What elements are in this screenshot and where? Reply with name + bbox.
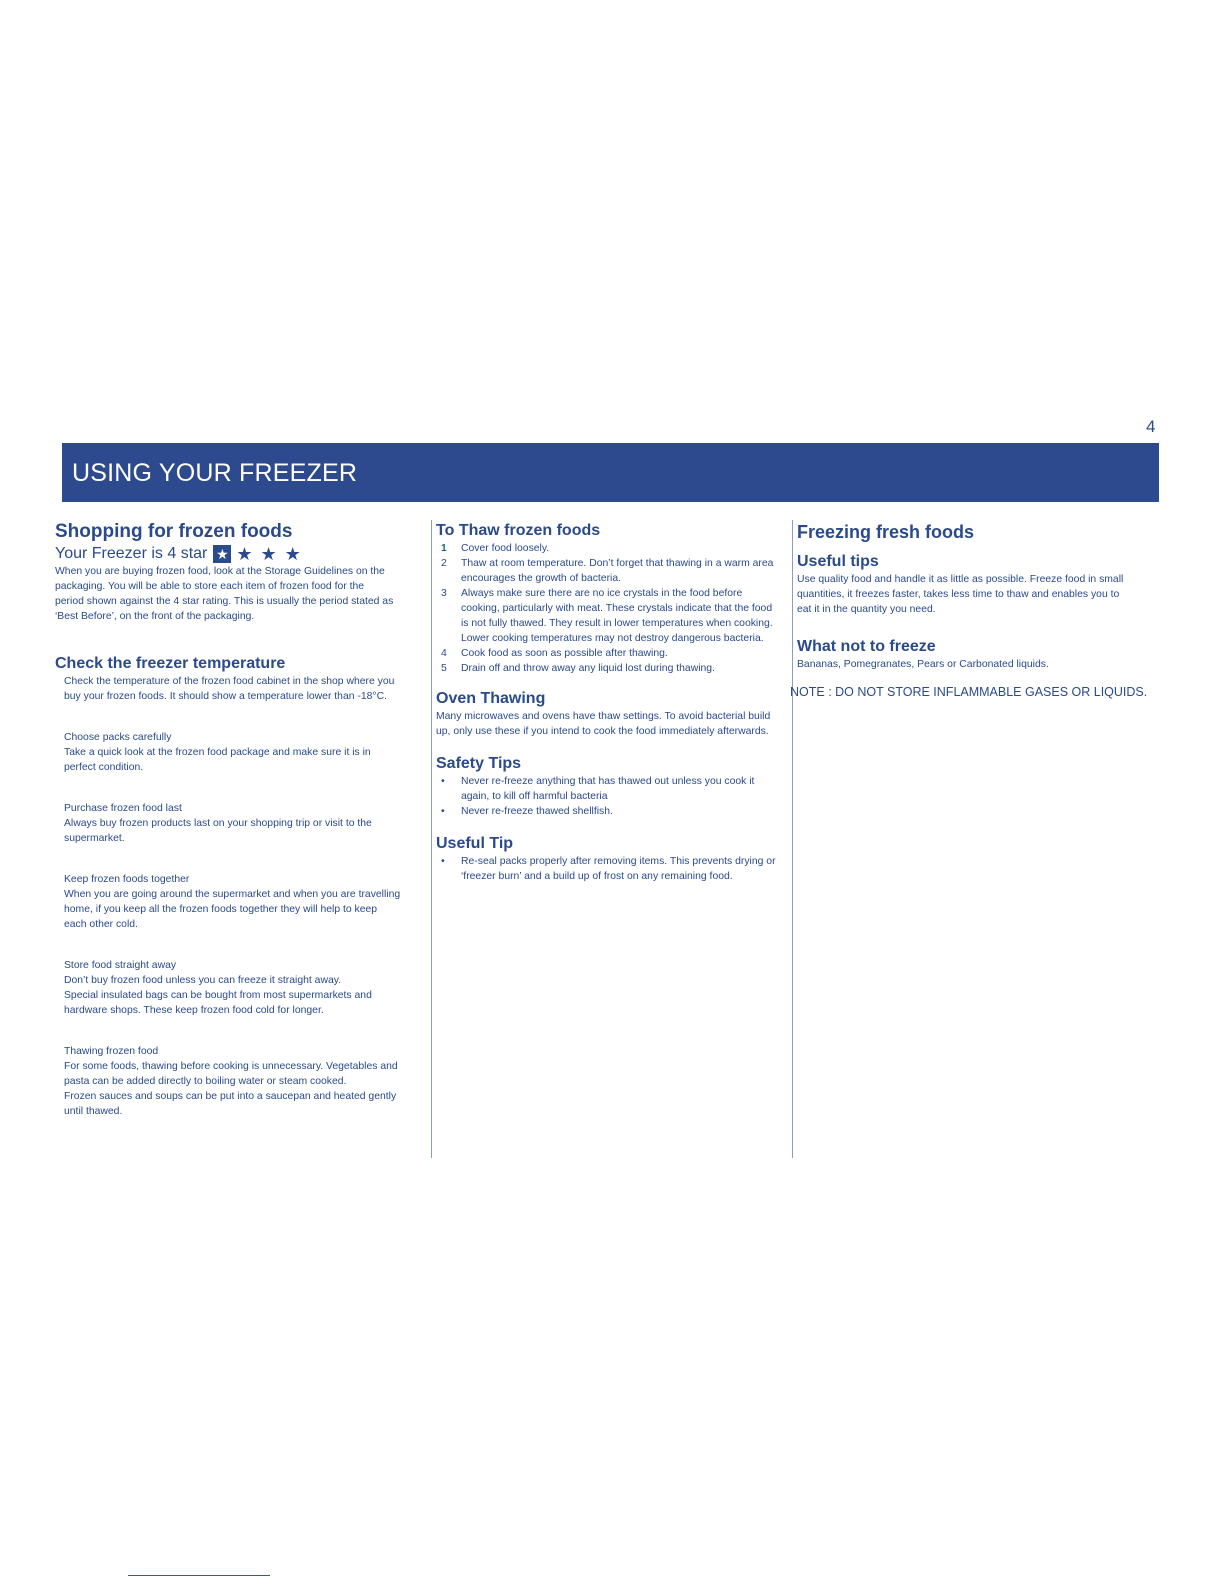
useful-tip-list xyxy=(436,854,788,884)
text-line: up, only use these if you intend to cook the food immediately afterwards. xyxy=(436,726,769,737)
list-item xyxy=(436,541,788,556)
list-item xyxy=(436,661,788,676)
text-line: each other cold. xyxy=(64,919,138,930)
list-item xyxy=(436,556,788,586)
freezing-fresh-heading: Freezing fresh foods xyxy=(797,522,975,542)
text-line: pasta can be added directly to boiling water or steam cooked. xyxy=(64,1076,347,1087)
tip-section xyxy=(55,730,427,775)
left-column xyxy=(55,520,427,1119)
text-line: buy your frozen foods. It should show a temperature lower than -18°C. xyxy=(64,691,387,702)
useful-tips-text xyxy=(797,572,1167,617)
text-line: Never re-freeze anything that has thawed out unless you cook it xyxy=(461,776,755,787)
footer-underline xyxy=(128,1575,270,1576)
tip-section xyxy=(55,1044,427,1119)
text-line: Use quality food and handle it as little as possible. Freeze food in small xyxy=(797,574,1124,585)
star-rating-row xyxy=(55,544,427,564)
oven-thawing-heading: Oven Thawing xyxy=(436,690,546,707)
text-line: When you are buying frozen food, look at the Storage Guidelines on the xyxy=(55,566,385,577)
list-item xyxy=(436,646,788,661)
text-line: until thawed. xyxy=(64,1106,123,1117)
list-item xyxy=(436,804,788,819)
text-line: encourages the growth of bacteria. xyxy=(461,573,621,584)
star-box-icon: ★ xyxy=(213,545,231,563)
text-line: ‘Best Before’, on the front of the packaging. xyxy=(55,611,255,622)
bullet-icon: • xyxy=(441,856,445,867)
text-line: period shown against the 4 star rating. This is usually the period stated as xyxy=(55,596,394,607)
safety-tips-heading: Safety Tips xyxy=(436,755,522,772)
text-line: packaging. You will be able to store each item of frozen food for the xyxy=(55,581,365,592)
text-line: For some foods, thawing before cooking is unnecessary. Vegetables and xyxy=(64,1061,398,1072)
text-line: Cover food loosely. xyxy=(461,543,550,554)
thaw-heading: To Thaw frozen foods xyxy=(436,522,601,539)
tip-section-title: Choose packs carefully xyxy=(64,732,172,743)
tip-section xyxy=(55,801,427,846)
list-item xyxy=(436,774,788,804)
shopping-intro xyxy=(55,564,427,624)
bullet-icon: • xyxy=(441,806,445,817)
text-line: quantities, it freezes faster, takes less time to thaw and enables you to xyxy=(797,589,1120,600)
middle-column xyxy=(436,520,788,884)
bullet-icon: • xyxy=(441,776,445,787)
useful-tip-heading: Useful Tip xyxy=(436,835,514,852)
text-line: Never re-freeze thawed shellfish. xyxy=(461,806,613,817)
tip-section-title: Purchase frozen food last xyxy=(64,803,182,814)
column-divider xyxy=(792,520,793,1158)
page-number: 4 xyxy=(1146,417,1156,436)
step-number: 2 xyxy=(441,558,447,569)
safety-tips-list xyxy=(436,774,788,819)
text-line: Check the temperature of the frozen food cabinet in the shop where you xyxy=(64,676,395,687)
text-line: Many microwaves and ovens have thaw settings. To avoid bacterial build xyxy=(436,711,771,722)
star-icon: ★ xyxy=(284,544,301,564)
text-line: Special insulated bags can be bought from most supermarkets and xyxy=(64,990,372,1001)
list-item xyxy=(436,854,788,884)
text-line: Take a quick look at the frozen food package and make sure it is in xyxy=(64,747,371,758)
oven-thawing-text xyxy=(436,709,788,739)
text-line: is not fully thawed. They result in lower temperatures when cooking. xyxy=(461,618,773,629)
text-line: When you are going around the supermarket and when you are travelling xyxy=(64,889,401,900)
text-line: eat it in the quantity you need. xyxy=(797,604,936,615)
tip-section xyxy=(55,958,427,1018)
section-banner xyxy=(62,443,1159,502)
text-line: perfect condition. xyxy=(64,762,144,773)
star-icon: ★ xyxy=(236,544,253,564)
text-line: cooking, particularly with meat. These crystals indicate that the food xyxy=(461,603,773,614)
text-line: again, to kill off harmful bacteria xyxy=(461,791,608,802)
star-icon: ★ xyxy=(260,544,277,564)
step-number: 1 xyxy=(441,543,447,554)
column-divider xyxy=(431,520,432,1158)
banner-title: USING YOUR FREEZER xyxy=(72,459,358,487)
check-temperature-text xyxy=(55,674,427,704)
list-item xyxy=(436,586,788,646)
thaw-steps xyxy=(436,541,788,676)
what-not-to-freeze-text: Bananas, Pomegranates, Pears or Carbonated liquids. xyxy=(797,659,1049,670)
tip-section xyxy=(55,872,427,932)
text-line: Thaw at room temperature. Don’t forget that thawing in a warm area xyxy=(461,558,774,569)
tip-section-title: Keep frozen foods together xyxy=(64,874,190,885)
step-number: 3 xyxy=(441,588,447,599)
right-column xyxy=(790,520,1167,700)
shopping-heading: Shopping for frozen foods xyxy=(55,521,293,542)
text-line: Drain off and throw away any liquid lost during thawing. xyxy=(461,663,715,674)
text-line: Cook food as soon as possible after thawing. xyxy=(461,648,668,659)
text-line: ‘freezer burn’ and a build up of frost on any remaining food. xyxy=(461,871,733,882)
step-number: 4 xyxy=(441,648,447,659)
star-label: Your Freezer is 4 star xyxy=(55,545,208,562)
text-line: Frozen sauces and soups can be put into a saucepan and heated gently xyxy=(64,1091,397,1102)
text-line: Always make sure there are no ice crystals in the food before xyxy=(461,588,743,599)
text-line: supermarket. xyxy=(64,833,125,844)
useful-tips-heading: Useful tips xyxy=(797,553,879,570)
tip-section-title: Thawing frozen food xyxy=(64,1046,159,1057)
step-number: 5 xyxy=(441,663,447,674)
what-not-to-freeze-heading: What not to freeze xyxy=(797,638,936,655)
text-line: Don’t buy frozen food unless you can freeze it straight away. xyxy=(64,975,342,986)
text-line: home, if you keep all the frozen foods together they will help to keep xyxy=(64,904,378,915)
tip-section-title: Store food straight away xyxy=(64,960,177,971)
text-line: Re-seal packs properly after removing items. This prevents drying or xyxy=(461,856,776,867)
check-temperature-heading: Check the freezer temperature xyxy=(55,655,286,672)
text-line: Always buy frozen products last on your shopping trip or visit to the xyxy=(64,818,372,829)
safety-note: NOTE : DO NOT STORE INFLAMMABLE GASES OR LIQUIDS. xyxy=(790,685,1148,699)
text-line: Lower cooking temperatures may not destroy dangerous bacteria. xyxy=(461,633,764,644)
text-line: hardware shops. These keep frozen food cold for longer. xyxy=(64,1005,324,1016)
